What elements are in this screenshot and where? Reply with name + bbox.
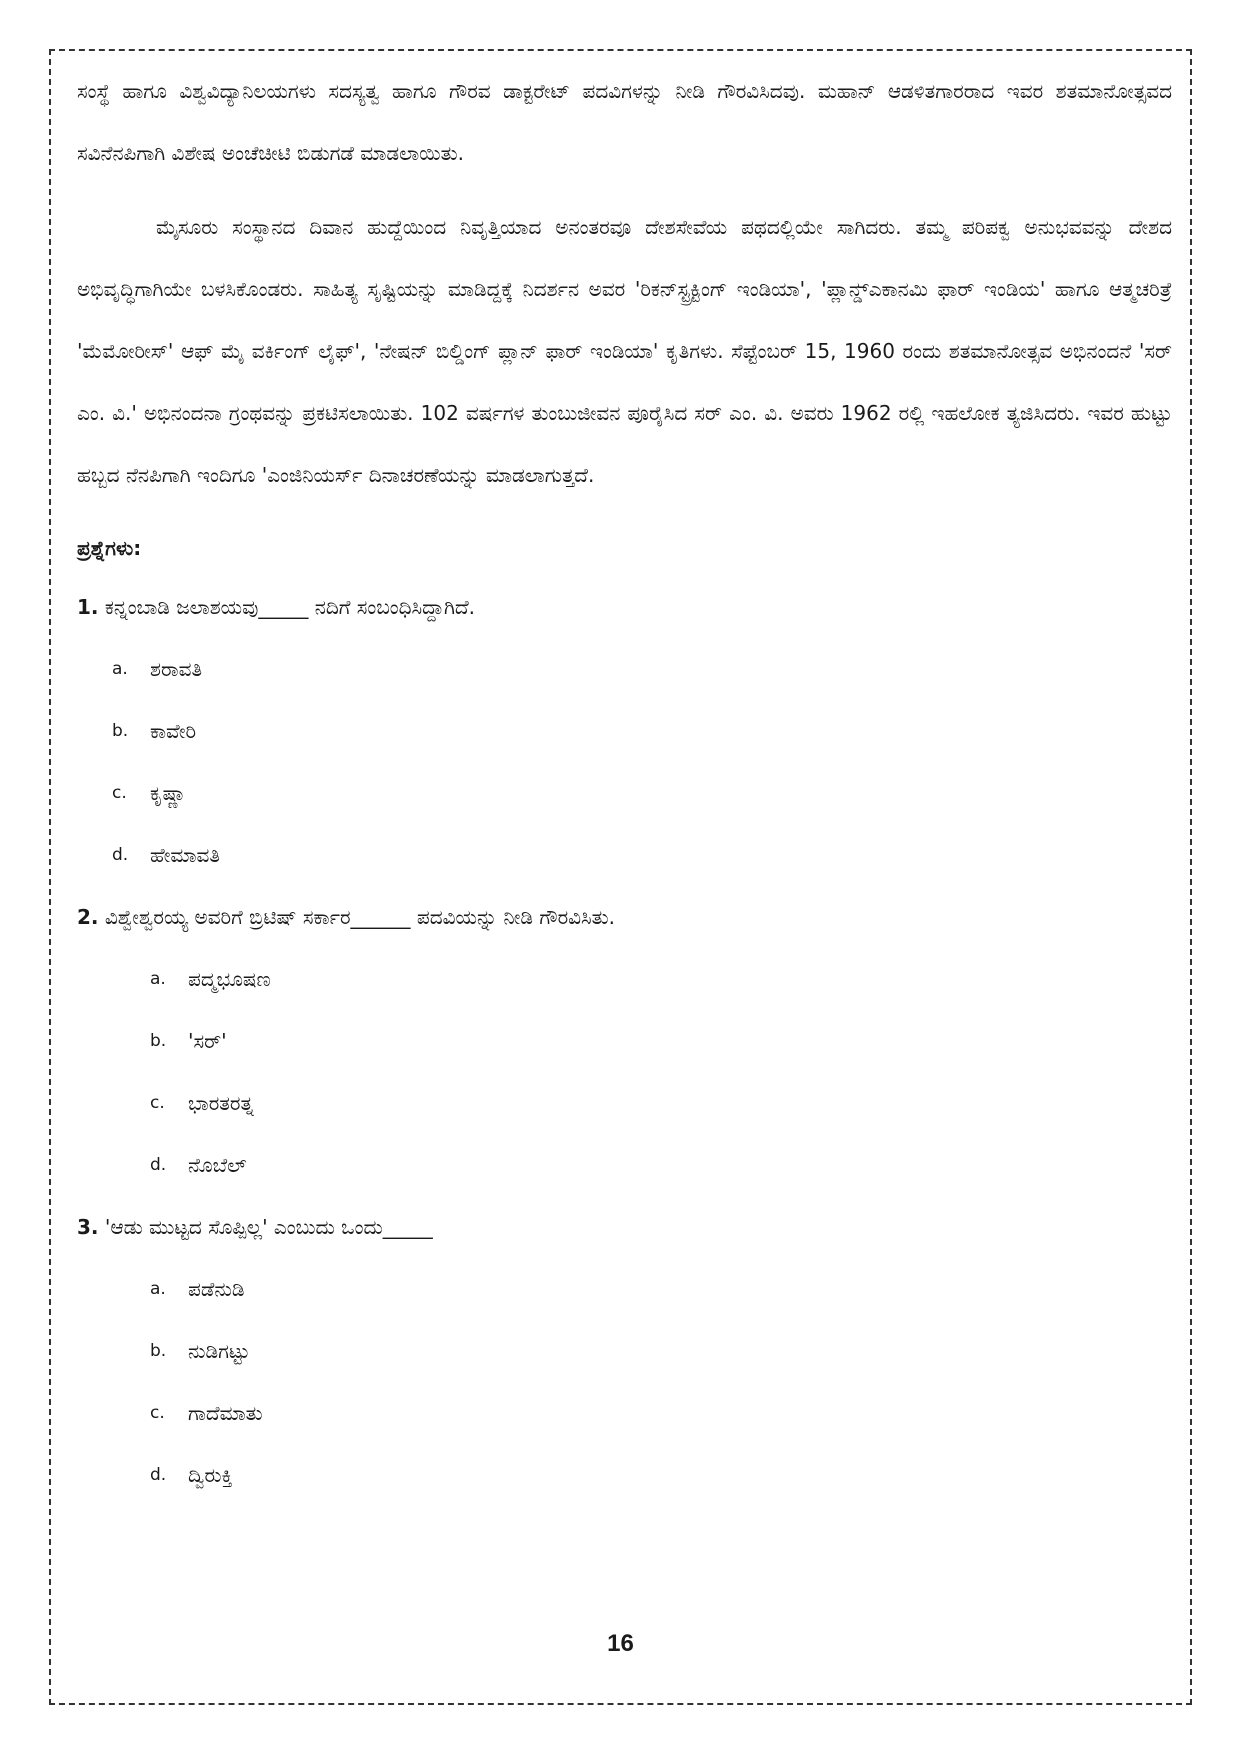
question-3-options: [77, 1258, 1172, 1506]
option-text: 'ಸರ್': [188, 1029, 227, 1053]
option-text: ನುಡಿಗಟ್ಟು: [188, 1339, 250, 1363]
option-letter: a.: [112, 659, 128, 679]
option-d: [77, 824, 1172, 886]
question-text: ಕನ್ನಂಬಾಡಿ ಜಲಾಶಯವು_____ ನದಿಗೆ ಸಂಬಂಧಿಸಿದ್ದಾಗಿದೆ.: [104, 595, 475, 619]
option-text: ಗಾದೆಮಾತು: [188, 1401, 263, 1425]
option-text: ಭಾರತರತ್ನ: [188, 1091, 254, 1115]
option-text: ದ್ವಿರುಕ್ತಿ: [188, 1463, 233, 1487]
question-text: ವಿಶ್ವೇಶ್ವರಯ್ಯ ಅವರಿಗೆ ಬ್ರಿಟಿಷ್ ಸರ್ಕಾರ______ ಪದವಿಯನ್ನು ನೀಡಿ ಗೌರವಿಸಿತು.: [104, 905, 615, 929]
option-letter: d.: [112, 845, 129, 865]
option-text: ನೊಬೆಲ್: [188, 1153, 247, 1177]
question-3: [77, 1196, 1172, 1258]
page-number: 16: [607, 1630, 634, 1657]
option-letter: a.: [150, 1279, 166, 1299]
option-text: ಕೃಷ್ಣಾ: [150, 781, 187, 805]
questions-heading: ಪ್ರಶ್ನೆಗಳು:: [77, 536, 142, 560]
option-b: [77, 700, 1172, 762]
option-text: ಪದ್ಮಭೂಷಣ: [188, 967, 271, 991]
option-b: [77, 1320, 1172, 1382]
question-number: 3.: [77, 1215, 99, 1239]
question-1: [77, 576, 1172, 638]
option-b: [77, 1010, 1172, 1072]
option-text: ಹೇಮಾವತಿ: [150, 843, 220, 867]
option-a: [77, 1258, 1172, 1320]
option-text: ಶರಾವತಿ: [150, 657, 203, 681]
option-d: [77, 1444, 1172, 1506]
option-letter: d.: [150, 1155, 167, 1175]
option-letter: b.: [112, 721, 129, 741]
option-a: [77, 948, 1172, 1010]
question-number: 2.: [77, 905, 99, 929]
question-1-options: [77, 638, 1172, 886]
option-letter: c.: [112, 783, 127, 803]
question-text: 'ಆಡು ಮುಟ್ಟದ ಸೊಪ್ಪಿಲ್ಲ' ಎಂಬುದು ಒಂದು_____: [104, 1215, 433, 1239]
page-content: [77, 60, 1172, 1506]
option-letter: c.: [150, 1093, 165, 1113]
option-a: [77, 638, 1172, 700]
option-c: [77, 1072, 1172, 1134]
option-letter: a.: [150, 969, 166, 989]
option-text: ಕಾವೇರಿ: [150, 719, 197, 743]
option-letter: d.: [150, 1465, 167, 1485]
option-letter: b.: [150, 1031, 167, 1051]
option-c: [77, 762, 1172, 824]
option-letter: b.: [150, 1341, 167, 1361]
option-d: [77, 1134, 1172, 1196]
paragraph-1: ಸಂಸ್ಥೆ ಹಾಗೂ ವಿಶ್ವವಿದ್ಯಾನಿಲಯಗಳು ಸದಸ್ಯತ್ವ ಹಾಗೂ ಗೌರವ ಡಾಕ್ಟರೇಟ್ ಪದವಿಗಳನ್ನು ನೀಡಿ ಗೌರವಿಸಿದವು. ಮಹಾನ್ ಆಡಳಿತಗಾರರಾದ ಇವರ ಶತಮಾನೋತ್ಸವದ ಸವಿನೆನಪಿಗಾಗಿ ವಿಶೇಷ ಅಂಚೆಚೀಟಿ ಬಿಡುಗಡೆ ಮಾಡಲಾಯಿತು.: [77, 79, 1172, 165]
question-2: [77, 886, 1172, 948]
question-2-options: [77, 948, 1172, 1196]
paragraph-2: ಮೈಸೂರು ಸಂಸ್ಥಾನದ ದಿವಾನ ಹುದ್ದೆಯಿಂದ ನಿವೃತ್ತಿಯಾದ ಅನಂತರವೂ ದೇಶಸೇವೆಯ ಪಥದಲ್ಲಿಯೇ ಸಾಗಿದರು. ತಮ್ಮ ಪರಿಪಕ್ವ ಅನುಭವವನ್ನು ದೇಶದ ಅಭಿವೃದ್ಧಿಗಾಗಿಯೇ ಬಳಸಿಕೊಂಡರು. ಸಾಹಿತ್ಯ ಸೃಷ್ಟಿಯನ್ನು ಮಾಡಿದ್ದಕ್ಕೆ ನಿದರ್ಶನ ಅವರ 'ರಿಕನ್‌ಸ್ಟ್ರಕ್ಟಿಂಗ್ ಇಂಡಿಯಾ', 'ಪ್ಲಾನ್ಡ್‌ಎಕಾನಮಿ ಫಾರ್ ಇಂಡಿಯ' ಹಾಗೂ ಆತ್ಮಚರಿತ್ರೆ 'ಮೆಮೋರೀಸ್' ಆಫ್ ಮೈ ವರ್ಕಿಂಗ್ ಲೈಫ್', 'ನೇಷನ್ ಬಿಲ್ಡಿಂಗ್ ಪ್ಲಾನ್ ಫಾರ್ ಇಂಡಿಯಾ' ಕೃತಿಗಳು. ಸೆಪ್ಟೆಂಬರ್ 15, 1960 ರಂದು ಶತಮಾನೋತ್ಸವ ಅಭಿನಂದನೆ 'ಸರ್ ಎಂ. ವಿ.' ಅಭಿನಂದನಾ ಗ್ರಂಥವನ್ನು ಪ್ರಕಟಿಸಲಾಯಿತು. 102 ವರ್ಷಗಳ ತುಂಬುಜೀವನ ಪೂರೈಸಿದ ಸರ್ ಎಂ. ವಿ. ಅವರು 1962 ರಲ್ಲಿ ಇಹಲೋಕ ತ್ಯಜಿಸಿದರು. ಇವರ ಹುಟ್ಟು ಹಬ್ಬದ ನೆನಪಿಗಾಗಿ ಇಂದಿಗೂ 'ಎಂಜಿನಿಯರ್ಸ್ ದಿನಾಚರಣೆಯನ್ನು ಮಾಡಲಾಗುತ್ತದೆ.: [77, 215, 1172, 487]
option-text: ಪಡೆನುಡಿ: [188, 1277, 245, 1301]
option-letter: c.: [150, 1403, 165, 1423]
question-number: 1.: [77, 595, 99, 619]
option-c: [77, 1382, 1172, 1444]
